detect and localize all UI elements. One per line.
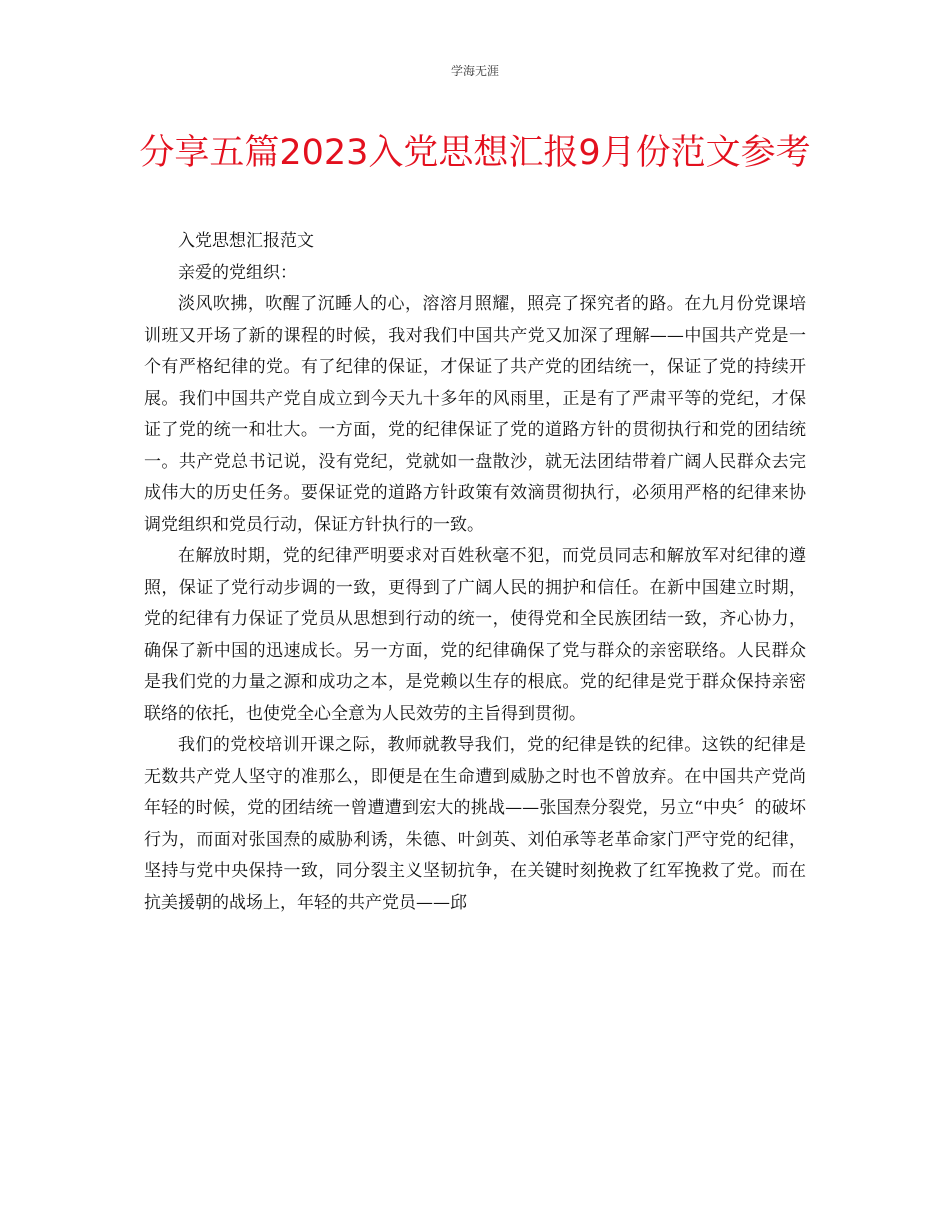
- body-paragraph: 淡风吹拂，吹醒了沉睡人的心，溶溶月照耀，照亮了探究者的路。在九月份党课培训班又开场了新的课程的时候，我对我们中国共产党又加深了理解——中国共产党是一个有严格纪律的党。有了纪律的保证，才保证了共产党的团结统一，保证了党的持续开展。我们中国共产党自成立到今天九十多年的风雨里，正是有了严肃平等的党纪，才保证了党的统一和壮大。一方面，党的纪律保证了党的道路方针的贯彻执行和党的团结统一。共产党总书记说，没有党纪，党就如一盘散沙，就无法团结带着广阔人民群众去完成伟大的历史任务。要保证党的道路方针政策有效滴贯彻执行，必须用严格的纪律来协调党组织和党员行动，保证方针执行的一致。: [144, 294, 806, 535]
- document-subtitle: 入党思想汇报范文: [178, 231, 314, 251]
- body-paragraph: 在解放时期，党的纪律严明要求对百姓秋毫不犯，而党员同志和解放军对纪律的遵照，保证了党行动步调的一致，更得到了广阔人民的拥护和信任。在新中国建立时期，党的纪律有力保证了党员从思想到行动的统一，使得党和全民族团结一致，齐心协力，确保了新中国的迅速成长。另一方面，党的纪律确保了党与群众的亲密联络。人民群众是我们党的力量之源和成功之本，是党赖以生存的根底。党的纪律是党于群众保持亲密联络的依托，也使党全心全意为人民效劳的主旨得到贯彻。: [144, 546, 806, 724]
- document-body: [144, 226, 806, 919]
- body-paragraph: 我们的党校培训开课之际，教师就教导我们，党的纪律是铁的纪律。这铁的纪律是无数共产党人坚守的准那么，即便是在生命遭到威胁之时也不曾放弃。在中国共产党尚年轻的时候，党的团结统一曾遭遭到宏大的挑战——张国焘分裂党，另立“中央〞的破坏行为，而面对张国焘的威胁利诱，朱德、叶剑英、刘伯承等老革命家门严守党的纪律，坚持与党中央保持一致，同分裂主义坚韧抗争，在关键时刻挽救了红军挽救了党。而在抗美援朝的战场上，年轻的共产党员——邱: [144, 735, 806, 913]
- salutation: 亲爱的党组织：: [178, 262, 297, 283]
- document-title: 分享五篇2023入党思想汇报9月份范文参考: [139, 133, 811, 173]
- page-header: 学海无涯: [450, 64, 499, 78]
